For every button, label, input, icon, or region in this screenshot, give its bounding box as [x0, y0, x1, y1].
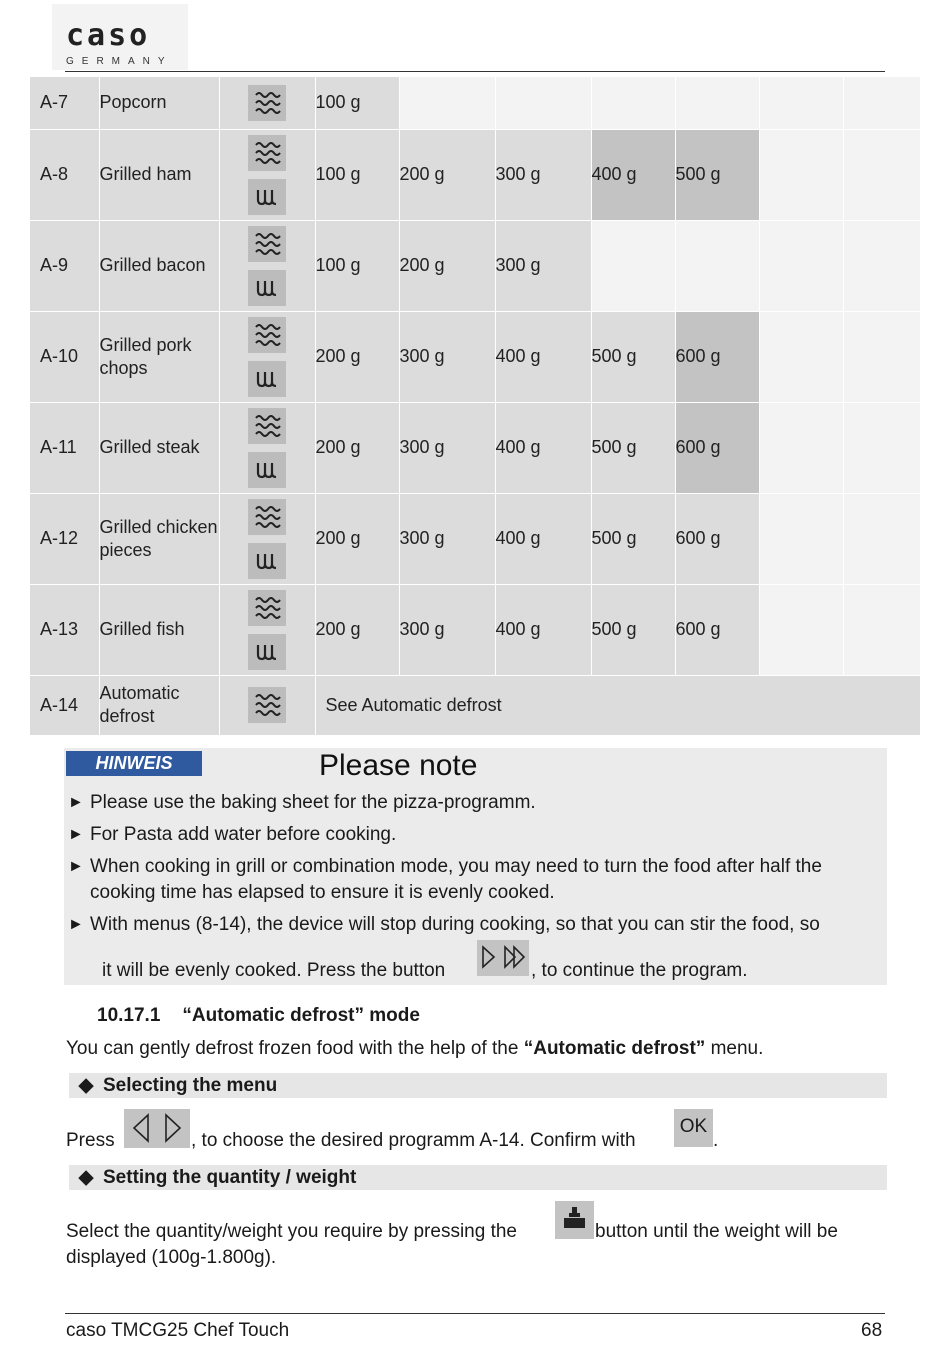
weight-cell: 500 g: [591, 493, 675, 584]
microwave-icon: [248, 85, 286, 121]
mode-icons: [219, 584, 315, 675]
program-code: A-13: [30, 584, 99, 675]
grill-icon: [248, 452, 286, 488]
grill-icon: [248, 361, 286, 397]
weight-cell: 200 g: [315, 402, 399, 493]
select-instruction-end: button until the weight will be: [595, 1221, 838, 1242]
press-instruction: , to choose the desired programm A-14. Confirm with: [191, 1130, 636, 1151]
microwave-icon: [248, 687, 286, 723]
weight-cell: 300 g: [399, 493, 495, 584]
logo-brand: caso: [66, 18, 151, 53]
weight-cell: 600 g: [675, 311, 759, 402]
play-forward-icon: [477, 940, 529, 976]
weight-cell: 300 g: [495, 129, 591, 220]
left-right-button[interactable]: [124, 1109, 190, 1148]
subheading-setting-weight: ◆ Setting the quantity / weight: [69, 1165, 887, 1190]
empty-cell: [843, 584, 920, 675]
program-code: A-14: [30, 675, 99, 735]
span-text: See Automatic defrost: [315, 675, 920, 735]
program-name: Grilled ham: [99, 129, 219, 220]
program-table: [30, 77, 921, 736]
footer-divider: [65, 1313, 885, 1314]
program-name: Grilled steak: [99, 402, 219, 493]
play-forward-button[interactable]: [477, 940, 529, 976]
microwave-icon: [248, 226, 286, 262]
weight-cell: 200 g: [315, 311, 399, 402]
table-row: [30, 402, 920, 493]
grill-icon: [248, 634, 286, 670]
logo-sub: GERMANY: [66, 56, 173, 67]
section-heading: 10.17.1 “Automatic defrost” mode: [97, 1005, 420, 1026]
empty-cell: [759, 402, 843, 493]
weight-cell: 500 g: [675, 129, 759, 220]
weight-cell: 600 g: [675, 493, 759, 584]
weight-cell: 200 g: [315, 493, 399, 584]
table-row: [30, 584, 920, 675]
header-divider: [65, 71, 885, 72]
empty-cell: [399, 77, 495, 129]
weight-cell: 100 g: [315, 129, 399, 220]
footer-product: caso TMCG25 Chef Touch: [66, 1320, 290, 1341]
microwave-icon: [248, 590, 286, 626]
empty-cell: [843, 77, 920, 129]
program-name: Automatic defrost: [99, 675, 219, 735]
mode-icons: [219, 493, 315, 584]
microwave-icon: [248, 408, 286, 444]
mode-icons: [219, 77, 315, 129]
mode-icons: [219, 402, 315, 493]
weight-cell: 200 g: [315, 584, 399, 675]
program-name: Grilled pork chops: [99, 311, 219, 402]
program-code: A-12: [30, 493, 99, 584]
hinweis-badge: HINWEIS: [66, 751, 202, 776]
note-title: Please note: [319, 749, 478, 782]
weight-cell: 300 g: [399, 311, 495, 402]
weight-cell: 600 g: [675, 584, 759, 675]
empty-cell: [843, 220, 920, 311]
weight-cell: 300 g: [495, 220, 591, 311]
microwave-icon: [248, 317, 286, 353]
table-row: [30, 675, 920, 735]
mode-icons: [219, 675, 315, 735]
empty-cell: [495, 77, 591, 129]
note-item-cont: , to continue the program.: [531, 960, 748, 981]
weight-cell: 500 g: [591, 584, 675, 675]
select-instruction-line2: displayed (100g-1.800g).: [66, 1247, 277, 1268]
program-code: A-7: [30, 77, 99, 129]
weight-cell: 400 g: [591, 129, 675, 220]
arrow-right-icon: ►: [68, 826, 84, 843]
weight-cell: 500 g: [591, 311, 675, 402]
table-row: [30, 311, 920, 402]
empty-cell: [675, 77, 759, 129]
weight-cell: 200 g: [399, 220, 495, 311]
weight-button[interactable]: [555, 1201, 594, 1239]
ok-button[interactable]: OK: [674, 1109, 713, 1147]
weight-cell: 400 g: [495, 584, 591, 675]
empty-cell: [843, 493, 920, 584]
empty-cell: [591, 77, 675, 129]
program-name: Grilled chicken pieces: [99, 493, 219, 584]
weight-cell: 600 g: [675, 402, 759, 493]
subheading-selecting-menu: ◆ Selecting the menu: [69, 1073, 887, 1098]
please-note-box: HINWEIS Please note ► Please use the baking sheet for the pizza-programm. ► For Pasta add water before cooking. ► When cooking in grill or combination mode, you may need to turn the food after half the cooking time has elapsed to ensure it is evenly cooked. ► With menus (8-14), the device will stop during cooking, so that you can stir the food, so it will be evenly cooked. Press the button , to continue the program.: [64, 748, 887, 985]
program-code: A-8: [30, 129, 99, 220]
grill-icon: [248, 270, 286, 306]
empty-cell: [675, 220, 759, 311]
press-label: Press: [66, 1130, 115, 1151]
program-code: A-10: [30, 311, 99, 402]
weight-icon: [555, 1201, 594, 1239]
program-name: Popcorn: [99, 77, 219, 129]
table-row: [30, 129, 920, 220]
left-right-arrows-icon: [124, 1109, 190, 1148]
select-instruction: Select the quantity/weight you require by pressing the: [66, 1221, 517, 1242]
program-code: A-9: [30, 220, 99, 311]
mode-icons: [219, 129, 315, 220]
empty-cell: [591, 220, 675, 311]
empty-cell: [843, 402, 920, 493]
press-period: .: [713, 1130, 719, 1151]
section-intro: You can gently defrost frozen food with the help of the “Automatic defrost” menu.: [66, 1038, 764, 1059]
diamond-icon: ◆: [78, 1167, 94, 1188]
caso-logo: [52, 4, 188, 70]
microwave-icon: [248, 135, 286, 171]
weight-cell: 100 g: [315, 220, 399, 311]
empty-cell: [759, 129, 843, 220]
weight-cell: 400 g: [495, 493, 591, 584]
note-item-cont: it will be evenly cooked. Press the button: [102, 960, 446, 981]
diamond-icon: ◆: [78, 1075, 94, 1096]
empty-cell: [759, 220, 843, 311]
arrow-right-icon: ►: [68, 794, 84, 811]
weight-cell: 100 g: [315, 77, 399, 129]
program-name: Grilled fish: [99, 584, 219, 675]
arrow-right-icon: ►: [68, 858, 84, 875]
empty-cell: [843, 311, 920, 402]
empty-cell: [759, 77, 843, 129]
empty-cell: [843, 129, 920, 220]
empty-cell: [759, 311, 843, 402]
empty-cell: [759, 584, 843, 675]
weight-cell: 400 g: [495, 402, 591, 493]
table-row: [30, 220, 920, 311]
grill-icon: [248, 543, 286, 579]
arrow-right-icon: ►: [68, 916, 84, 933]
program-name: Grilled bacon: [99, 220, 219, 311]
weight-cell: 300 g: [399, 584, 495, 675]
mode-icons: [219, 220, 315, 311]
page-number: 68: [861, 1320, 883, 1341]
microwave-icon: [248, 499, 286, 535]
weight-cell: 300 g: [399, 402, 495, 493]
weight-cell: 200 g: [399, 129, 495, 220]
table-row: [30, 493, 920, 584]
weight-cell: 400 g: [495, 311, 591, 402]
program-code: A-11: [30, 402, 99, 493]
empty-cell: [759, 493, 843, 584]
mode-icons: [219, 311, 315, 402]
table-row: [30, 77, 920, 129]
weight-cell: 500 g: [591, 402, 675, 493]
grill-icon: [248, 179, 286, 215]
